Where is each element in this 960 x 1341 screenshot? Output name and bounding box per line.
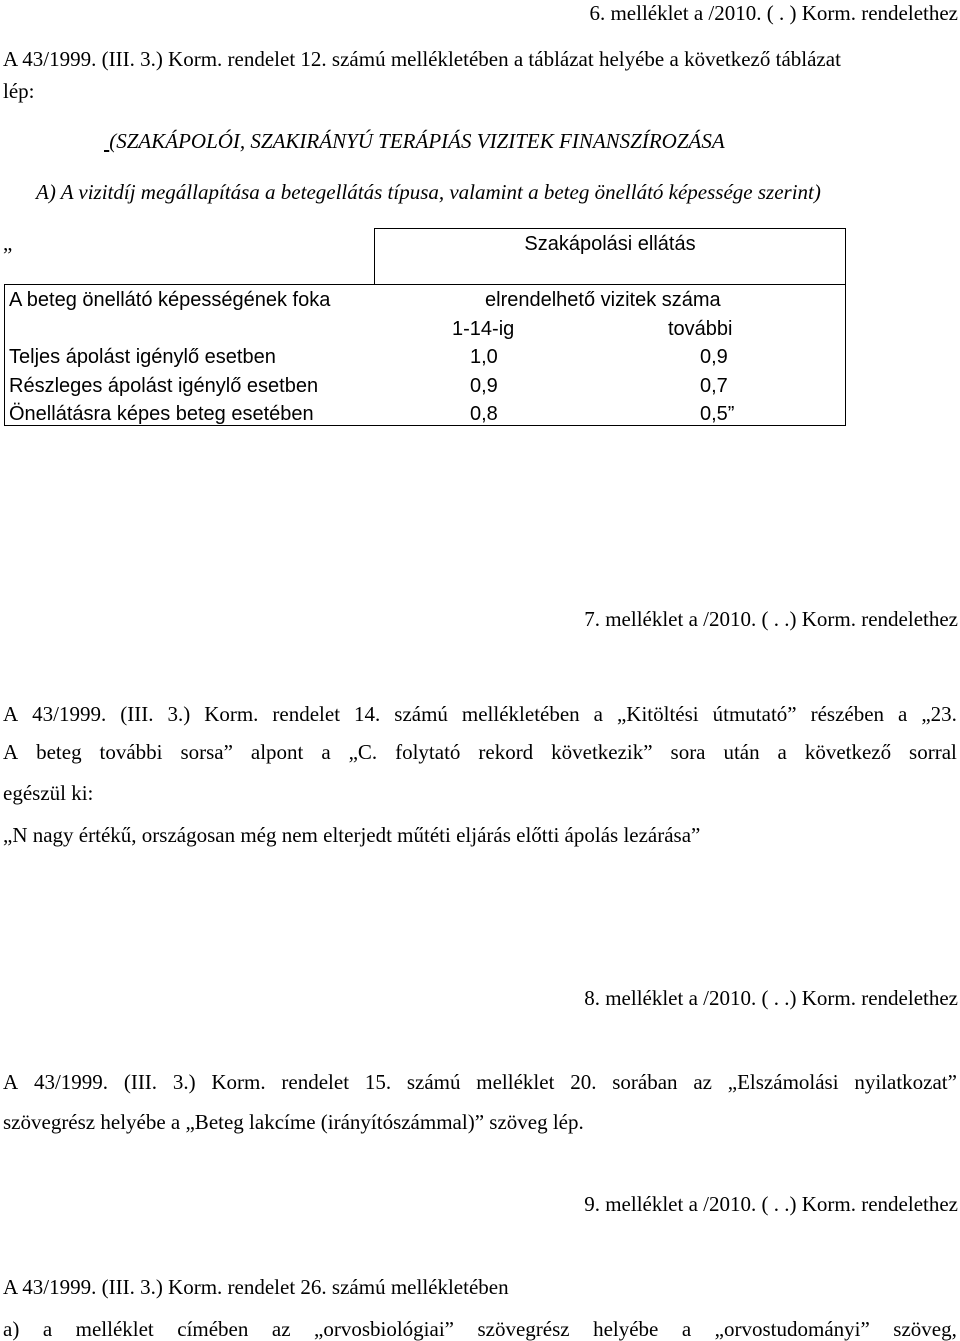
table-col-group: elrendelhető vizitek száma [485, 289, 721, 311]
table-group-header: Szakápolási ellátás [524, 233, 696, 255]
annex-6-subtitle: A) A vizitdíj megállapítása a betegellátás típusa, valamint a beteg önellátó képessége szerint) [36, 180, 821, 204]
annex-7-header: 7. melléklet a /2010. ( . .) Korm. rendelethez [584, 607, 958, 631]
annex-7-quote: „N nagy értékű, országosan még nem elterjedt műtéti eljárás előtti ápolás lezárása” [3, 823, 701, 847]
annex-6-intro-line1: A 43/1999. (III. 3.) Korm. rendelet 12. számú mellékletében a táblázat helyébe a következő táblázat [3, 47, 841, 71]
table-row-header: A beteg önellátó képességének foka [9, 289, 331, 311]
row-value-1: 1,0 [470, 346, 498, 368]
annex-6-header: 6. melléklet a /2010. ( . ) Korm. rendelethez [589, 1, 958, 25]
row-label: Teljes ápolást igénylő esetben [9, 346, 276, 368]
open-quote-mark: „ [3, 231, 13, 255]
annex-9-line1: A 43/1999. (III. 3.) Korm. rendelet 26. számú mellékletében [3, 1275, 509, 1299]
row-value-2: 0,7 [700, 375, 728, 397]
annex-8-header: 8. melléklet a /2010. ( . .) Korm. rendelethez [584, 986, 958, 1010]
row-value-1: 0,9 [470, 375, 498, 397]
annex-7-line1: A 43/1999. (III. 3.) Korm. rendelet 14. számú mellékletében a „Kitöltési útmutató” részében a „23. [3, 702, 957, 726]
annex-8-line1: A 43/1999. (III. 3.) Korm. rendelet 15. számú melléklet 20. sorában az „Elszámolási nyilatkozat” [3, 1070, 957, 1094]
annex-6-intro-line2: lép: [3, 79, 35, 103]
annex-9-header: 9. melléklet a /2010. ( . .) Korm. rendelethez [584, 1192, 958, 1216]
row-label: Önellátásra képes beteg esetében [9, 403, 314, 425]
annex-9-line2: a) a melléklet címében az „orvosbiológiai” szövegrész helyébe a „orvostudományi” szöveg, [3, 1317, 957, 1341]
row-value-2: 0,5” [700, 403, 735, 425]
row-label: Részleges ápolást igénylő esetben [9, 375, 319, 397]
annex-7-line2: A beteg további sorsa” alpont a „C. folytató rekord következik” sora után a következő sorral [3, 740, 957, 764]
annex-8-line2: szövegrész helyébe a „Beteg lakcíme (irányítószámmal)” szöveg lép. [3, 1110, 584, 1134]
table-col-2-header: további [668, 318, 733, 340]
annex-7-line3: egészül ki: [3, 781, 94, 805]
annex-6-title: (SZAKÁPOLÓI, SZAKIRÁNYÚ TERÁPIÁS VIZITEK FINANSZÍROZÁSA [109, 129, 725, 153]
table-col-1-header: 1-14-ig [452, 318, 515, 340]
row-value-1: 0,8 [470, 403, 498, 425]
row-value-2: 0,9 [700, 346, 728, 368]
